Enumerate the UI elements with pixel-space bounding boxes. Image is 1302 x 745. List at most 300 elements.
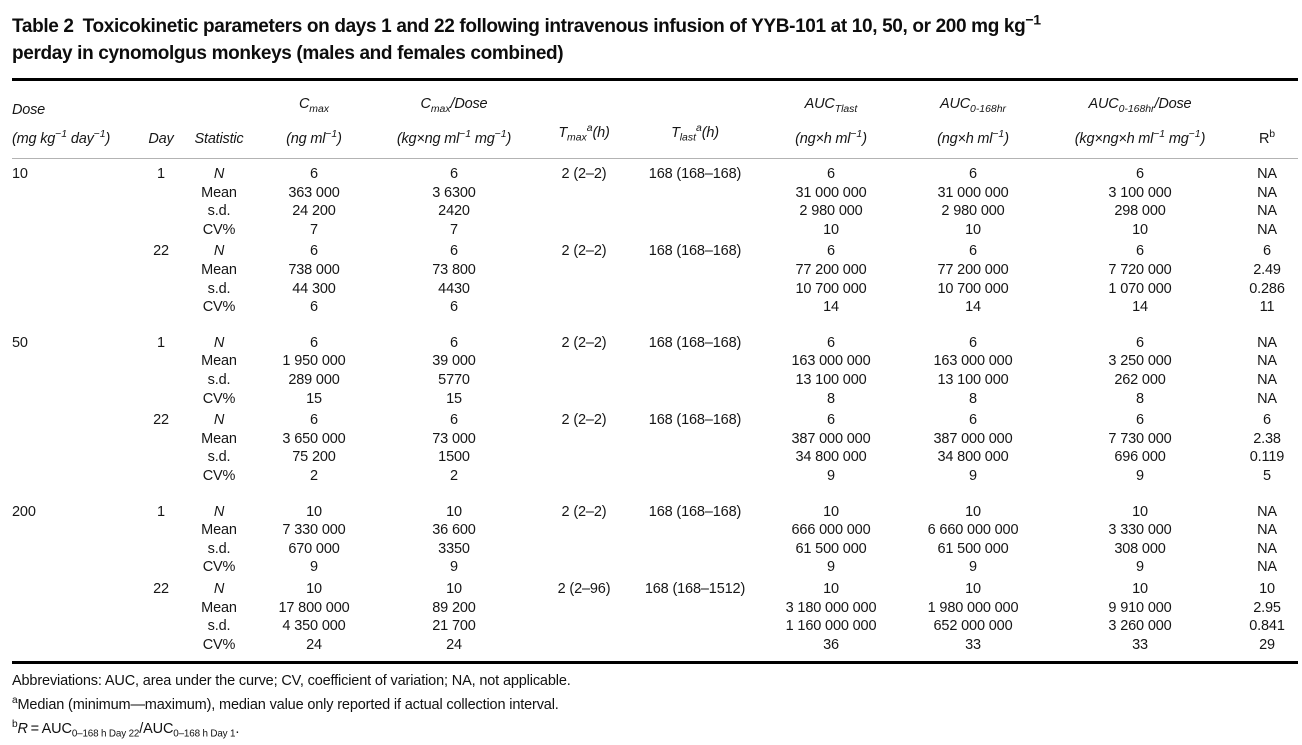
auc-tlast-cell: 10 700 000 [795, 280, 867, 297]
auc-0-168hr-dose-cell: 33 [1132, 636, 1148, 653]
auc-0-168hr-cell: 6 660 000 000 [927, 522, 1019, 539]
auc-tlast-cell: 8 [827, 390, 835, 407]
r-cell: 0.841 [1249, 618, 1285, 635]
auc-0-168hr-dose-cell: 6 [1136, 334, 1144, 351]
r-cell: NA [1257, 334, 1277, 351]
table-title-text: Toxicokinetic parameters on days 1 and 22 following intravenous infusion of YYB-101 at 10, 50, or 200 mg $kg^{-1}$ perday in cynomolgus monkeys (males and females combined) [12, 12, 1041, 65]
cmax-cell: 6 [310, 299, 318, 316]
statistic-cell: Mean [201, 184, 237, 201]
cmax-dose-cell: 73 000 [432, 430, 476, 447]
auc-0-168hr-dose-cell: 8 [1136, 390, 1144, 407]
tlast-cell [630, 467, 760, 486]
auc-0-168hr-dose-cell: 3 100 000 [1108, 184, 1172, 201]
auc-0-168hr-cell: 8 [969, 390, 977, 407]
tmax-cell: 2 (2–96) [557, 580, 611, 597]
r-cell: 10 [1259, 580, 1275, 597]
footnote-abbreviations: Abbreviations: AUC, area under the curve; CV, coefficient of variation; NA, not applicable. [12, 673, 571, 690]
tlast-cell [630, 636, 760, 663]
auc-0-168hr-cell: 10 [965, 580, 981, 597]
toxicokinetic-table [12, 78, 1298, 664]
auc-tlast-cell: 77 200 000 [795, 262, 867, 279]
tlast-cell [630, 261, 760, 280]
tmax-cell [538, 261, 630, 280]
auc-0-168hr-dose-cell: 10 [1132, 580, 1148, 597]
auc-0-168hr-cell: 34 800 000 [937, 449, 1009, 466]
tmax-cell [538, 599, 630, 618]
tlast-cell [630, 430, 760, 449]
r-cell: NA [1257, 166, 1277, 183]
cmax-cell: 6 [310, 412, 318, 429]
tmax-cell [538, 202, 630, 221]
cmax-cell: 363 000 [288, 184, 340, 201]
tmax-cell [538, 617, 630, 636]
auc-0-168hr-dose-cell: 696 000 [1114, 449, 1166, 466]
tmax-cell [538, 540, 630, 559]
auc-0-168hr-dose-cell: 308 000 [1114, 540, 1166, 557]
dose-cell [12, 617, 142, 636]
auc-0-168hr-dose-cell: 3 260 000 [1108, 618, 1172, 635]
auc-tlast-cell: 9 [827, 467, 835, 484]
tlast-cell [630, 298, 760, 317]
table-row [12, 352, 1298, 371]
day-cell [142, 636, 180, 663]
auc-tlast-cell: 163 000 000 [791, 353, 871, 370]
r-cell: 29 [1259, 636, 1275, 653]
cmax-dose-cell: 15 [446, 390, 462, 407]
col-header-auc-tlast: $AUC_{Tlast}$ (ng×h $ml^{-1}$) [760, 80, 902, 159]
cmax-dose-cell: 24 [446, 636, 462, 653]
auc-tlast-cell: 6 [827, 243, 835, 260]
table-row [12, 467, 1298, 486]
cmax-cell: 7 330 000 [282, 522, 346, 539]
day-cell [142, 184, 180, 203]
dose-cell [12, 636, 142, 663]
table-row [12, 261, 1298, 280]
table-number-label: Table 2 [12, 16, 74, 38]
tlast-cell: 168 (168–168) [648, 166, 742, 183]
col-header-cmax-dose: $C_{max}$/Dose (kg×ng $ml^{-1}$ $mg^{-1}$) [370, 80, 538, 159]
header-row [12, 80, 1298, 159]
statistic-cell: N [213, 166, 225, 183]
col-header-statistic: Statistic [180, 80, 258, 159]
auc-tlast-cell: 3 180 000 000 [785, 599, 877, 616]
r-cell: 5 [1263, 467, 1271, 484]
table-row [12, 430, 1298, 449]
r-cell: NA [1257, 221, 1277, 238]
col-header-day: Day [142, 80, 180, 159]
table-title [12, 7, 1292, 67]
auc-0-168hr-dose-cell: 7 720 000 [1108, 262, 1172, 279]
statistic-cell: N [213, 412, 225, 429]
day-cell: 1 [157, 503, 165, 520]
tlast-cell: 168 (168–168) [648, 243, 742, 260]
cmax-dose-cell: 2 [450, 467, 458, 484]
cmax-cell: 17 800 000 [278, 599, 350, 616]
tmax-cell [538, 352, 630, 371]
dose-cell [12, 467, 142, 486]
dose-cell [12, 371, 142, 390]
auc-0-168hr-cell: 2 980 000 [941, 203, 1005, 220]
statistic-cell: N [213, 243, 225, 260]
dose-cell [12, 540, 142, 559]
auc-0-168hr-cell: 14 [965, 299, 981, 316]
table-row [12, 298, 1298, 317]
statistic-cell: CV% [202, 390, 236, 407]
r-cell: NA [1257, 371, 1277, 388]
auc-tlast-cell: 13 100 000 [795, 371, 867, 388]
tmax-cell [538, 430, 630, 449]
col-header-r: $R^b$ [1236, 80, 1298, 159]
tmax-cell [538, 298, 630, 317]
auc-0-168hr-dose-cell: 9 [1136, 467, 1144, 484]
auc-tlast-cell: 666 000 000 [791, 522, 871, 539]
day-cell [142, 467, 180, 486]
r-cell: NA [1257, 522, 1277, 539]
auc-0-168hr-dose-cell: 6 [1136, 412, 1144, 429]
tmax-cell: 2 (2–2) [561, 503, 607, 520]
day-cell [142, 202, 180, 221]
auc-tlast-cell: 2 980 000 [799, 203, 863, 220]
statistic-cell: s.d. [207, 449, 231, 466]
cmax-dose-cell: 9 [450, 559, 458, 576]
cmax-dose-cell: 6 [450, 166, 458, 183]
auc-tlast-cell: 6 [827, 412, 835, 429]
cmax-dose-cell: 10 [446, 503, 462, 520]
auc-0-168hr-cell: 652 000 000 [933, 618, 1013, 635]
col-header-tlast: $T_{last}^a(h)$ [630, 80, 760, 159]
day-cell: 22 [153, 243, 169, 260]
auc-0-168hr-cell: 6 [969, 166, 977, 183]
table-row [12, 184, 1298, 203]
statistic-cell: N [213, 503, 225, 520]
auc-0-168hr-dose-cell: 3 330 000 [1108, 522, 1172, 539]
tlast-cell [630, 599, 760, 618]
tmax-cell: 2 (2–2) [561, 412, 607, 429]
tmax-cell [538, 521, 630, 540]
dose-cell [12, 184, 142, 203]
dose-cell: 200 [12, 503, 36, 520]
r-cell: NA [1257, 503, 1277, 520]
auc-0-168hr-cell: 10 [965, 221, 981, 238]
r-cell: NA [1257, 353, 1277, 370]
auc-tlast-cell: 6 [827, 334, 835, 351]
statistic-cell: Mean [201, 262, 237, 279]
day-cell [142, 280, 180, 299]
dose-cell [12, 430, 142, 449]
table-footnotes [12, 671, 1292, 745]
dose-cell [12, 239, 142, 261]
tlast-cell [630, 558, 760, 577]
auc-tlast-cell: 387 000 000 [791, 430, 871, 447]
day-cell [142, 448, 180, 467]
cmax-cell: 6 [310, 334, 318, 351]
tmax-cell: 2 (2–2) [561, 166, 607, 183]
auc-0-168hr-cell: 9 [969, 559, 977, 576]
table-header [12, 80, 1298, 159]
tlast-cell [630, 221, 760, 240]
auc-0-168hr-dose-cell: 298 000 [1114, 203, 1166, 220]
tlast-cell [630, 184, 760, 203]
r-cell: NA [1257, 540, 1277, 557]
dose-cell [12, 390, 142, 409]
tlast-cell [630, 371, 760, 390]
r-cell: 0.286 [1249, 280, 1285, 297]
auc-0-168hr-cell: 6 [969, 243, 977, 260]
cmax-cell: 9 [310, 559, 318, 576]
dose-cell [12, 202, 142, 221]
tmax-cell [538, 558, 630, 577]
table-row [12, 599, 1298, 618]
dose-cell [12, 577, 142, 599]
table-row [12, 540, 1298, 559]
col-header-auc-0-168hr-dose: $AUC_{0-168hr}$/Dose (kg×ng×h $ml^{-1}$ $mg^{-1}$) [1044, 80, 1236, 159]
cmax-cell: 10 [306, 580, 322, 597]
tmax-cell: 2 (2–2) [561, 334, 607, 351]
r-cell: 6 [1263, 243, 1271, 260]
cmax-dose-cell: 4430 [438, 280, 470, 297]
statistic-cell: N [213, 334, 225, 351]
statistic-cell: s.d. [207, 540, 231, 557]
statistic-cell: s.d. [207, 371, 231, 388]
day-cell [142, 521, 180, 540]
r-cell: 6 [1263, 412, 1271, 429]
tlast-cell [630, 202, 760, 221]
r-cell: 2.49 [1253, 262, 1281, 279]
statistic-cell: CV% [202, 636, 236, 653]
dose-cell [12, 408, 142, 430]
auc-0-168hr-cell: 61 500 000 [937, 540, 1009, 557]
statistic-cell: Mean [201, 522, 237, 539]
tmax-cell [538, 448, 630, 467]
table-row [12, 390, 1298, 409]
statistic-cell: Mean [201, 430, 237, 447]
auc-0-168hr-cell: 9 [969, 467, 977, 484]
table-row [12, 636, 1298, 663]
r-cell: 11 [1259, 299, 1275, 316]
tmax-cell [538, 467, 630, 486]
statistic-cell: CV% [202, 467, 236, 484]
cmax-dose-cell: 6 [450, 334, 458, 351]
tlast-cell [630, 352, 760, 371]
col-header-cmax: $C_{max}$ (ng $ml^{-1}$) [258, 80, 370, 159]
auc-0-168hr-cell: 77 200 000 [937, 262, 1009, 279]
table-row [12, 558, 1298, 577]
statistic-cell: CV% [202, 559, 236, 576]
day-cell [142, 430, 180, 449]
cmax-dose-cell: 21 700 [432, 618, 476, 635]
tlast-cell: 168 (168–168) [648, 334, 742, 351]
cmax-cell: 44 300 [292, 280, 336, 297]
day-cell [142, 261, 180, 280]
auc-0-168hr-dose-cell: 14 [1132, 299, 1148, 316]
table-row [12, 448, 1298, 467]
dose-cell [12, 261, 142, 280]
day-cell [142, 617, 180, 636]
auc-tlast-cell: 6 [827, 166, 835, 183]
table-row [12, 202, 1298, 221]
tmax-cell: 2 (2–2) [561, 243, 607, 260]
auc-0-168hr-cell: 10 [965, 503, 981, 520]
dose-cell [12, 298, 142, 317]
col-header-tmax: $T_{max}^a(h)$ [538, 80, 630, 159]
table-body [12, 159, 1298, 663]
cmax-cell: 289 000 [288, 371, 340, 388]
day-cell [142, 558, 180, 577]
r-cell: 2.95 [1253, 599, 1281, 616]
tmax-cell [538, 371, 630, 390]
table-row [12, 221, 1298, 240]
dose-cell [12, 599, 142, 618]
auc-0-168hr-dose-cell: 262 000 [1114, 371, 1166, 388]
tlast-cell [630, 521, 760, 540]
table-row [12, 577, 1298, 599]
tmax-cell [538, 390, 630, 409]
table-row [12, 371, 1298, 390]
auc-0-168hr-cell: 33 [965, 636, 981, 653]
cmax-dose-cell: 6 [450, 299, 458, 316]
cmax-cell: 24 200 [292, 203, 336, 220]
table-row [12, 521, 1298, 540]
day-cell: 1 [157, 334, 165, 351]
cmax-cell: 75 200 [292, 449, 336, 466]
auc-0-168hr-dose-cell: 6 [1136, 243, 1144, 260]
cmax-cell: 1 950 000 [282, 353, 346, 370]
auc-0-168hr-dose-cell: 10 [1132, 503, 1148, 520]
auc-0-168hr-dose-cell: 6 [1136, 166, 1144, 183]
cmax-cell: 3 650 000 [282, 430, 346, 447]
cmax-dose-cell: 3 6300 [432, 184, 476, 201]
tlast-cell [630, 390, 760, 409]
day-cell [142, 599, 180, 618]
table-row [12, 239, 1298, 261]
auc-tlast-cell: 9 [827, 559, 835, 576]
cmax-dose-cell: 3350 [438, 540, 470, 557]
auc-tlast-cell: 61 500 000 [795, 540, 867, 557]
table-row [12, 280, 1298, 299]
auc-0-168hr-cell: 31 000 000 [937, 184, 1009, 201]
cmax-dose-cell: 36 600 [432, 522, 476, 539]
auc-0-168hr-cell: 6 [969, 334, 977, 351]
tmax-cell [538, 221, 630, 240]
dose-cell [12, 352, 142, 371]
cmax-dose-cell: 6 [450, 243, 458, 260]
cmax-cell: 6 [310, 243, 318, 260]
footnote-a: $^a$Median (minimum—maximum), median value only reported if actual collection interval. [12, 695, 559, 714]
auc-tlast-cell: 10 [823, 580, 839, 597]
auc-0-168hr-cell: 6 [969, 412, 977, 429]
table-row [12, 317, 1298, 353]
dose-cell [12, 558, 142, 577]
statistic-cell: Mean [201, 353, 237, 370]
auc-0-168hr-cell: 10 700 000 [937, 280, 1009, 297]
auc-tlast-cell: 10 [823, 503, 839, 520]
dose-cell [12, 448, 142, 467]
day-cell [142, 540, 180, 559]
day-cell: 1 [157, 166, 165, 183]
table-row [12, 408, 1298, 430]
cmax-dose-cell: 7 [450, 221, 458, 238]
auc-0-168hr-dose-cell: 9 [1136, 559, 1144, 576]
auc-tlast-cell: 1 160 000 000 [785, 618, 877, 635]
cmax-dose-cell: 1500 [438, 449, 470, 466]
day-cell: 22 [153, 412, 169, 429]
table-row [12, 486, 1298, 522]
cmax-cell: 7 [310, 221, 318, 238]
auc-tlast-cell: 36 [823, 636, 839, 653]
day-cell [142, 352, 180, 371]
statistic-cell: N [213, 580, 225, 597]
day-cell: 22 [153, 580, 169, 597]
day-cell [142, 390, 180, 409]
statistic-cell: CV% [202, 221, 236, 238]
auc-tlast-cell: 31 000 000 [795, 184, 867, 201]
day-cell [142, 371, 180, 390]
cmax-dose-cell: 2420 [438, 203, 470, 220]
day-cell [142, 221, 180, 240]
auc-tlast-cell: 14 [823, 299, 839, 316]
r-cell: NA [1257, 559, 1277, 576]
cmax-cell: 15 [306, 390, 322, 407]
auc-0-168hr-dose-cell: 3 250 000 [1108, 353, 1172, 370]
footnote-b: $^bR = AUC_{0-168 h Day 22}/AUC_{0-168 h Day 1}$. [12, 719, 240, 740]
auc-0-168hr-dose-cell: 1 070 000 [1108, 280, 1172, 297]
cmax-dose-cell: 6 [450, 412, 458, 429]
table-row [12, 617, 1298, 636]
statistic-cell: s.d. [207, 618, 231, 635]
r-cell: 0.119 [1249, 449, 1285, 466]
cmax-dose-cell: 73 800 [432, 262, 476, 279]
tmax-cell [538, 280, 630, 299]
auc-0-168hr-cell: 13 100 000 [937, 371, 1009, 388]
r-cell: 2.38 [1253, 430, 1281, 447]
cmax-cell: 24 [306, 636, 322, 653]
tlast-cell [630, 540, 760, 559]
tlast-cell [630, 617, 760, 636]
cmax-cell: 2 [310, 467, 318, 484]
auc-0-168hr-dose-cell: 9 910 000 [1108, 599, 1172, 616]
tlast-cell: 168 (168–1512) [644, 580, 746, 597]
cmax-cell: 10 [306, 503, 322, 520]
r-cell: NA [1257, 184, 1277, 201]
cmax-dose-cell: 10 [446, 580, 462, 597]
dose-cell: 10 [12, 166, 28, 183]
auc-0-168hr-dose-cell: 7 730 000 [1108, 430, 1172, 447]
cmax-cell: 738 000 [288, 262, 340, 279]
auc-0-168hr-dose-cell: 10 [1132, 221, 1148, 238]
statistic-cell: s.d. [207, 203, 231, 220]
dose-cell [12, 221, 142, 240]
dose-cell: 50 [12, 334, 28, 351]
day-cell [142, 298, 180, 317]
dose-cell [12, 280, 142, 299]
cmax-dose-cell: 5770 [438, 371, 470, 388]
tmax-cell [538, 636, 630, 663]
col-header-auc-0-168hr: $AUC_{0-168hr}$ (ng×h $ml^{-1}$) [902, 80, 1044, 159]
cmax-cell: 670 000 [288, 540, 340, 557]
cmax-dose-cell: 39 000 [432, 353, 476, 370]
cmax-cell: 6 [310, 166, 318, 183]
statistic-cell: CV% [202, 299, 236, 316]
cmax-cell: 4 350 000 [282, 618, 346, 635]
col-header-dose: Dose (mg $kg^{-1}$ day$^{-1}$) [12, 80, 142, 159]
tlast-cell: 168 (168–168) [648, 503, 742, 520]
r-cell: NA [1257, 390, 1277, 407]
tlast-cell: 168 (168–168) [648, 412, 742, 429]
statistic-cell: Mean [201, 599, 237, 616]
cmax-dose-cell: 89 200 [432, 599, 476, 616]
tlast-cell [630, 280, 760, 299]
tmax-cell [538, 184, 630, 203]
